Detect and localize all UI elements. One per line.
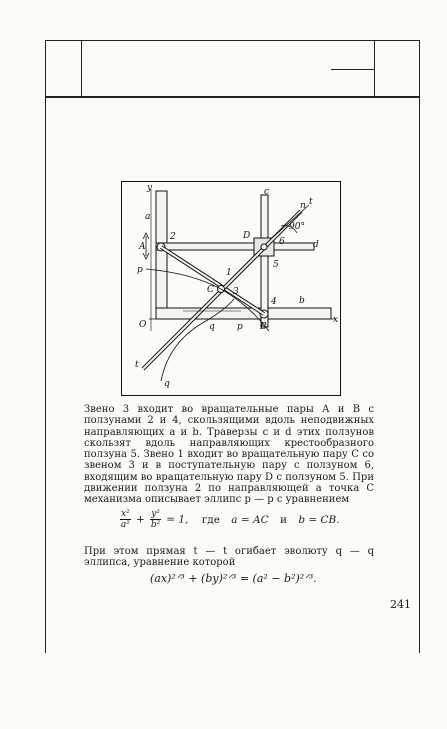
evolute-equation: (ax)²ᐟ³ + (by)²ᐟ³ = (a² − b²)²ᐟ³. [150, 572, 317, 585]
label-y: y [147, 183, 153, 193]
label-b: b [299, 296, 305, 306]
expr-cb: b = CB. [298, 513, 340, 526]
paragraph-2: При этом прямая t — t огибает эволюту q — q эллипса, уравнение которой [84, 546, 374, 569]
label-1: 1 [226, 268, 232, 278]
label-5: 5 [273, 260, 279, 270]
label-x: x [333, 315, 339, 325]
guide-a [156, 191, 167, 319]
label-C: C [207, 285, 214, 295]
expr-ac: a = AC [231, 513, 269, 526]
guide-b [156, 308, 331, 319]
fraction-y [150, 509, 161, 530]
label-q-lower: q [209, 322, 215, 332]
equals-one: = 1, [166, 513, 189, 526]
ellipse-equation [118, 509, 340, 530]
plus-sign: + [136, 513, 145, 526]
label-t-top: t [309, 197, 313, 207]
label-D: D [243, 231, 251, 241]
figure-border [122, 182, 341, 396]
mechanism-diagram [121, 181, 341, 396]
paragraph-1: Звено 3 входит во вращательные пары A и B с ползунами 2 и 4, скользящими вдоль неподвижных направляющих a и b. Траверзы c и d этих ползунов скользят вдоль направляющих крестообразного ползуна 5. Звено 1 входит во вращательную пару C со звеном 3 и в поступательную пару с ползуном 6, входящим во вращательную пару D с ползуном 5. При движении ползуна 2 по направляющей a точка C механизма описывает эллипс p — p с уравнением [84, 404, 374, 506]
fraction-x-numerator: x² [121, 509, 130, 519]
traverse-c [261, 195, 268, 327]
joint-D [261, 244, 267, 250]
page-number: 241 [390, 598, 411, 611]
header-frame [45, 40, 420, 98]
label-d: d [313, 240, 319, 250]
link-3 [161, 247, 264, 314]
label-2: 2 [170, 232, 176, 242]
where-word: где [201, 513, 220, 526]
label-angle: 90° [289, 222, 305, 232]
label-c: c [264, 187, 270, 197]
label-n: n [300, 201, 306, 211]
and-word: и [279, 513, 287, 526]
mechanism-figure [121, 181, 341, 396]
label-O: O [139, 320, 147, 330]
label-B: B [260, 322, 267, 332]
label-t-bottom: t [135, 360, 139, 370]
fraction-y-numerator: y² [151, 509, 160, 519]
label-6: 6 [279, 237, 285, 247]
label-p-left: p [137, 265, 143, 275]
label-q-bottom: q [164, 379, 170, 389]
traverse-d [156, 243, 314, 250]
header-divider-left [81, 41, 82, 96]
fraction-y-denominator: b² [150, 520, 161, 530]
label-A: A [139, 242, 146, 252]
header-divider-horizontal [331, 69, 375, 70]
fraction-x [120, 509, 131, 530]
body-text-2 [84, 546, 374, 569]
label-a: a [145, 212, 151, 222]
label-4: 4 [271, 297, 277, 307]
body-text [84, 404, 374, 506]
label-3: 3 [233, 287, 239, 297]
label-p-lower: p [237, 322, 243, 332]
fraction-x-denominator: a² [120, 520, 130, 530]
